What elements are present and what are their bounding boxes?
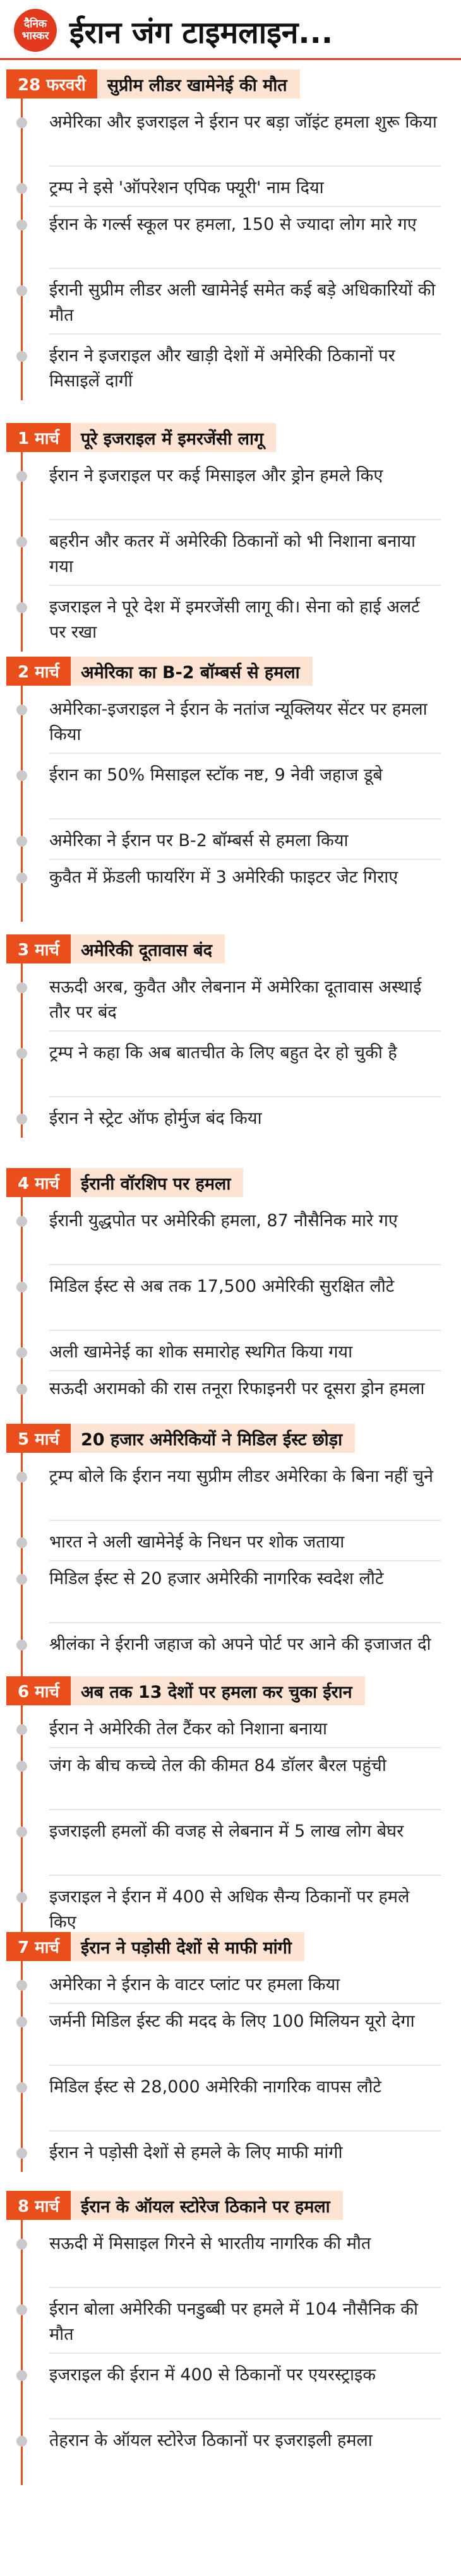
timeline-item-text: ईरान ने स्ट्रेट ऑफ होर्मुज बंद किया [49,1109,262,1128]
section-date: 2 मार्च [6,657,71,686]
section-heading: सुप्रीम लीडर खामेनेई की मौत [97,69,300,98]
section-date: 6 मार्च [6,1676,71,1705]
timeline-item-text: भारत ने अली खामेनेई के निधन पर शोक जताया [49,1532,345,1552]
section-date: 8 मार्च [6,2191,71,2220]
timeline-dot-icon [16,183,27,194]
timeline-item-text: इजराइली हमलों की वजह से लेबनान में 5 लाख लोग बेघर [49,1822,404,1841]
timeline-item-text: ईरानी सुप्रीम लीडर अली खामेनेई समेत कई बड़े अधिकारियों की मौत [49,280,436,325]
item-divider [49,2003,441,2004]
section-date: 4 मार्च [6,1168,71,1197]
timeline-dot-icon [16,117,27,128]
item-divider [49,2352,441,2354]
item-divider [49,1809,441,1810]
timeline-dot-icon [16,2239,27,2250]
item-divider [49,1747,441,1748]
timeline-item-text: ईरानी युद्धपोत पर अमेरिकी हमला, 87 नौसैनिक मारे गए [49,1211,398,1231]
timeline-dot-icon [16,1282,27,1292]
timeline-dot-icon [16,471,27,482]
timeline-dot-icon [16,982,27,993]
section-heading: पूरे इजराइल में इमरजेंसी लागू [71,423,276,452]
item-divider [49,1520,441,1521]
timeline-dot-icon [16,2370,27,2381]
item-divider [49,2065,441,2066]
timeline-item-text: जर्मनी मिडिल ईस्ट की मदद के लिए 100 मिलियन यूरो देगा [49,2012,415,2031]
timeline-item-text: श्रीलंका ने ईरानी जहाज को अपने पोर्ट पर आने की इजाजत दी [49,1635,431,1654]
timeline-dot-icon [16,873,27,883]
timeline-item-text: तेहरान के ऑयल स्टोरेज ठिकानों पर इजराइली हमला [49,2431,373,2450]
section-date: 1 मार्च [6,423,71,452]
timeline-item-text: अली खामेनेई का शोक समारोह स्थगित किया गया [49,1342,353,1362]
timeline-dot-icon [16,1980,27,1991]
section-heading: ईरान ने पड़ोसी देशों से माफी मांगी [71,1932,304,1961]
section-tag [6,423,276,452]
timeline-dot-icon [16,1574,27,1585]
timeline-item-text: ईरान का 50% मिसाइल स्टॉक नष्ट, 9 नेवी जहाज डूबे [49,765,383,785]
timeline-item-text: अमेरिका ने ईरान पर B-2 बॉम्बर्स से हमला किया [49,831,349,850]
logo-line2: भास्कर [21,30,49,42]
section-tag [6,69,300,98]
item-divider [49,1030,441,1032]
section-heading: ईरानी वॉरशिप पर हमला [71,1168,243,1197]
timeline-dot-icon [16,1347,27,1358]
timeline-dot-icon [16,1048,27,1059]
timeline-dot-icon [16,602,27,613]
timeline-line [21,1197,23,1433]
section-tag [6,934,225,963]
timeline-dot-icon [16,220,27,230]
timeline-dot-icon [16,1724,27,1735]
timeline-dot-icon [16,1761,27,1772]
timeline-dot-icon [16,1640,27,1650]
header [0,0,461,60]
timeline-item-text: ट्रम्प बोले कि ईरान नया सुप्रीम लीडर अमेरिका के बिना नहीं चुने [49,1467,433,1486]
timeline-item-text: अमेरिका ने ईरान के वाटर प्लांट पर हमला किया [49,1975,340,1995]
section-tag [6,1932,304,1961]
timeline-item-text: ईरान ने इजराइल और खाड़ी देशों में अमेरिकी ठिकानों पर मिसाइलें दागीं [49,346,395,391]
section-date: 7 मार्च [6,1932,71,1961]
section-heading: अमेरिकी दूतावास बंद [71,934,225,963]
timeline-dot-icon [16,2305,27,2315]
timeline-item-text: ईरान ने इजराइल पर कई मिसाइल और ड्रोन हमले किए [49,466,383,486]
timeline-item-text: मिडिल ईस्ट से 28,000 अमेरिकी नागरिक वापस लौटे [49,2077,382,2097]
timeline-item-text: कुवैत में फ्रेंडली फायरिंग में 3 अमेरिकी फाइटर जेट गिराए [49,868,398,887]
section-tag [6,1424,355,1453]
timeline-dot-icon [16,1114,27,1124]
item-divider [49,2287,441,2288]
page-title: ईरान जंग टाइमलाइन... [69,15,333,51]
timeline-line [21,1705,23,1941]
item-divider [49,206,441,207]
timeline-dot-icon [16,770,27,781]
dainik-bhaskar-logo[interactable] [14,9,57,52]
item-divider [49,1560,441,1561]
item-divider [49,1096,441,1097]
timeline-dot-icon [16,285,27,296]
timeline-item-text: ईरान के गर्ल्स स्कूल पर हमला, 150 से ज्यादा लोग मारे गए [49,215,417,234]
timeline-item-text: ईरान ने अमेरिकी तेल टैंकर को निशाना बनाया [49,1719,328,1739]
section-date: 28 फरवरी [6,69,97,98]
timeline-dot-icon [16,2017,27,2027]
timeline-dot-icon [16,836,27,847]
timeline-item-text: सऊदी अरब, कुवैत और लेबनान में अमेरिका दूतावास अस्थाई तौर पर बंद [49,977,422,1022]
timeline-dot-icon [16,1537,27,1548]
timeline-dot-icon [16,2436,27,2447]
section-tag [6,1676,365,1705]
item-divider [49,165,441,167]
header-divider [0,58,461,60]
section-heading: अब तक 13 देशों पर हमला कर चुका ईरान [71,1676,365,1705]
timeline-item-text: सऊदी में मिसाइल गिरने से भारतीय नागरिक की मौत [49,2234,371,2253]
timeline-item-text: इजराइल ने पूरे देश में इमरजेंसी लागू की। सेना को हाई अलर्ट पर रखा [49,597,420,642]
section-heading: 20 हजार अमेरिकियों ने मिडिल ईस्ट छोड़ा [71,1424,355,1453]
section-date: 5 मार्च [6,1424,71,1453]
item-divider [49,1264,441,1265]
item-divider [49,268,441,269]
section-tag [6,1168,243,1197]
item-divider [49,1330,441,1331]
item-divider [49,2130,441,2132]
item-divider [49,2418,441,2419]
timeline-dot-icon [16,2082,27,2093]
item-divider [49,519,441,520]
item-divider [49,859,441,860]
item-divider [49,753,441,754]
section-date: 3 मार्च [6,934,71,963]
section-tag [6,2191,343,2220]
timeline-item-text: ट्रम्प ने कहा कि अब बातचीत के लिए बहुत देर हो चुकी है [49,1043,397,1063]
timeline-dot-icon [16,537,27,547]
timeline-item-text: अमेरिका और इजराइल ने ईरान पर बड़ा जॉइंट हमला शुरू किया [49,112,437,132]
timeline-item-text: मिडिल ईस्ट से 20 हजार अमेरिकी नागरिक स्वदेश लौटे [49,1569,384,1589]
timeline-dot-icon [16,1827,27,1837]
timeline-dot-icon [16,1216,27,1227]
timeline-item-text: मिडिल ईस्ट से अब तक 17,500 अमेरिकी सुरक्षित लौटे [49,1277,395,1296]
timeline-item-text: ईरान ने पड़ोसी देशों से हमले के लिए माफी मांगी [49,2143,343,2162]
item-divider [49,585,441,586]
timeline-line [21,686,23,922]
timeline-dot-icon [16,1892,27,1903]
timeline-item-text: इजराइल की ईरान में 400 से ठिकानों पर एयरस्ट्राइक [49,2365,376,2385]
item-divider [49,1370,441,1371]
timeline-item-text: बहरीन और कतर में अमेरिकी ठिकानों को भी निशाना बनाया गया [49,532,416,576]
item-divider [49,818,441,820]
item-divider [49,333,441,335]
timeline-line [21,1453,23,1689]
timeline-item-text: जंग के बीच कच्चे तेल की कीमत 84 डॉलर बैरल पहुंची [49,1756,386,1775]
logo-line1: दैनिक [24,18,47,31]
section-heading: अमेरिका का B-2 बॉम्बर्स से हमला [71,657,313,686]
timeline-line [21,1961,23,2172]
timeline-dot-icon [16,2148,27,2159]
timeline-dot-icon [16,351,27,362]
timeline-item-text: ट्रम्प ने इसे 'ऑपरेशन एपिक फ्यूरी' नाम दिया [49,178,324,198]
timeline-item-text: सऊदी अरामको की रास तनूरा रिफाइनरी पर दूसरा ड्रोन हमला [49,1379,425,1398]
timeline-item-text: इजराइल ने ईरान में 400 से अधिक सैन्य ठिकानों पर हमले किए [49,1887,410,1932]
section-heading: ईरान के ऑयल स्टोरेज ठिकाने पर हमला [71,2191,343,2220]
item-divider [49,1875,441,1876]
item-divider [49,1622,441,1623]
timeline-item-text: ईरान बोला अमेरिकी पनडुब्बी पर हमले में 104 नौसैनिक की मौत [49,2299,418,2344]
timeline-dot-icon [16,705,27,715]
timeline-dot-icon [16,1384,27,1395]
timeline-line [21,452,23,652]
timeline-dot-icon [16,1472,27,1482]
timeline-item-text: अमेरिका-इजराइल ने ईरान के नतांज न्यूक्लियर सेंटर पर हमला किया [49,700,428,744]
section-tag [6,657,313,686]
